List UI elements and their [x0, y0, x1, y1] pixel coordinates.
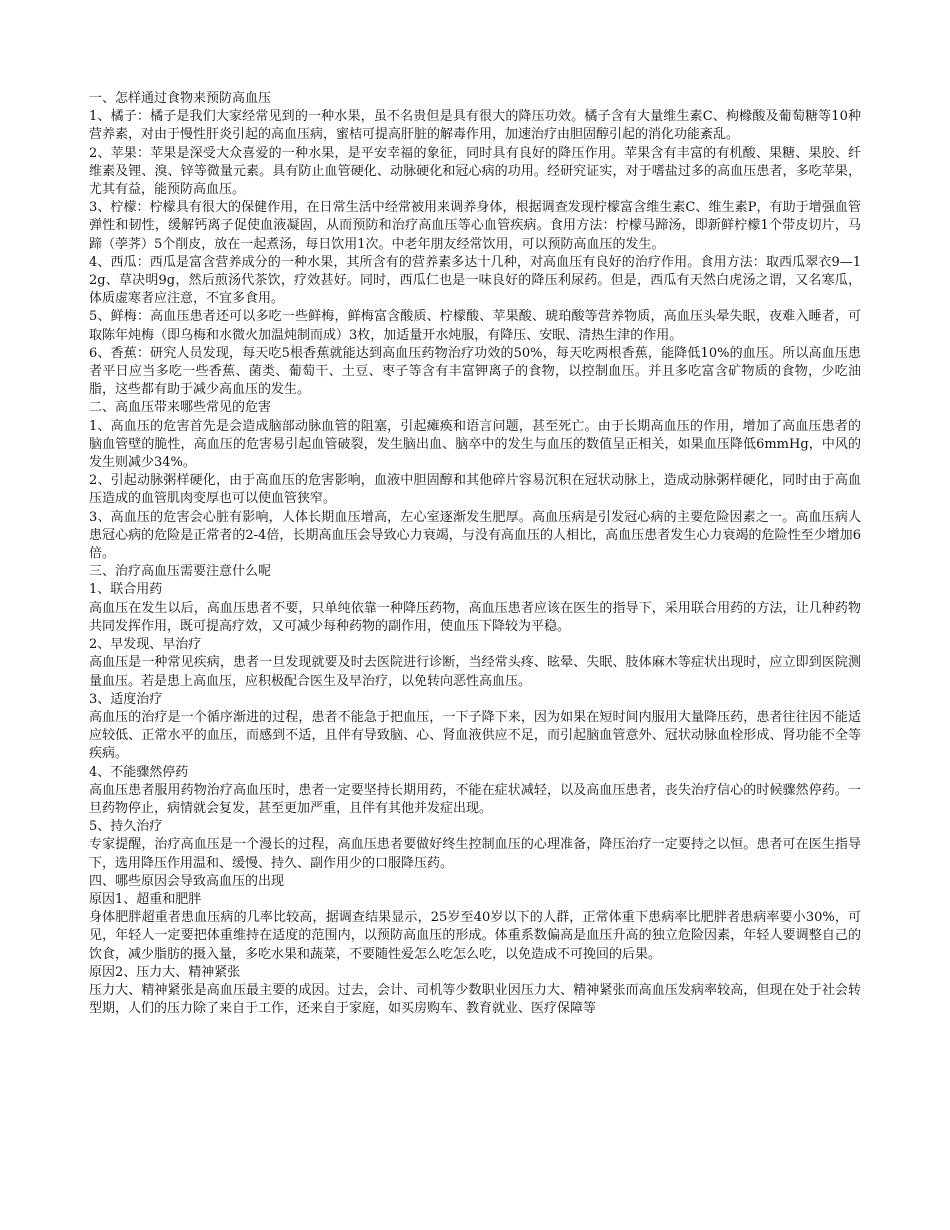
- paragraph-lemon: 3、柠檬：柠檬具有很大的保健作用，在日常生活中经常被用来调养身体，根据调查发现柠檬富含维生素C、维生素P，有助于增强血管弹性和韧性，缓解钙离子促使血液凝固，从而预防和治疗高血压等心血管疾病。食用方法：柠檬马蹄汤，即新鲜柠檬1个带皮切片，马蹄（荸荠）5个削皮，放在一起煮汤，每日饮用1次。中老年朋友经常饮用，可以预防高血压的发生。: [89, 200, 861, 252]
- paragraph-combination-drugs: 高血压在发生以后，高血压患者不要，只单纯依靠一种降压药物，高血压患者应该在医生的指导下，采用联合用药的方法，让几种药物共同发挥作用，既可提高疗效，又可减少每种药物的副作用，使血压下降较为平稳。: [89, 600, 861, 634]
- subheading-cause-stress: 原因2、压力大、精神紧张: [89, 964, 241, 980]
- paragraph-cause-obesity: 身体肥胖超重者患血压病的几率比较高，据调查结果显示，25岁至40岁以下的人群，正常体重下患病率比肥胖者患病率要小30%，可见，年轻人一定要把体重维持在适度的范围内，以预防高血压的形成。体重系数偏高是血压升高的独立危险因素，年轻人要调整自己的饮食，减少脂肪的摄入量，多吃水果和蔬菜，不要随性爱怎么吃怎么吃，以免造成不可挽回的后果。: [89, 910, 861, 962]
- subheading-no-abrupt-stop: 4、不能骤然停药: [89, 764, 189, 780]
- subheading-moderate-treatment: 3、适度治疗: [89, 691, 163, 707]
- section-heading-treatment: 三、治疗高血压需要注意什么呢: [89, 564, 272, 580]
- subheading-cause-obesity: 原因1、超重和肥胖: [89, 891, 202, 907]
- section-heading-hazards: 二、高血压带来哪些常见的危害: [89, 400, 272, 416]
- section-heading-causes: 四、哪些原因会导致高血压的出现: [89, 873, 285, 889]
- paragraph-cause-stress: 压力大、精神紧张是高血压最主要的成因。过去，会计、司机等少数职业因压力大、精神紧张而高血压发病率较高，但现在处于社会转型期，人们的压力除了来自于工作，还来自于家庭，如买房购车、教育就业、医疗保障等: [89, 982, 861, 1017]
- paragraph-watermelon: 4、西瓜：西瓜是富含营养成分的一种水果，其所含有的营养素多达十几种，对高血压有良好的治疗作用。食用方法：取西瓜翠衣9—12g、草决明9g，然后煎汤代茶饮，疗效甚好。同时，西瓜仁也是一味良好的降压利尿药。但是，西瓜有天然白虎汤之谓，又名寒瓜，体质虚寒者应注意，不宜多食用。: [89, 254, 861, 307]
- paragraph-moderate-treatment: 高血压的治疗是一个循序渐进的过程，患者不能急于把血压，一下子降下来，因为如果在短时间内服用大量降压药，患者往往因不能适应较低、正常水平的血压，而感到不适，且伴有导致脑、心、肾血液供应不足，而引起脑血管意外、冠状动脉血栓形成、肾功能不全等疾病。: [89, 709, 861, 762]
- paragraph-plum: 5、鲜梅：高血压患者还可以多吃一些鲜梅，鲜梅富含酸质、柠檬酸、苹果酸、琥珀酸等营养物质，高血压头晕失眠，夜难入睡者，可取陈年炖梅（即乌梅和水微火加温炖制而成）3枚，加适量开水炖服，有降压、安眠、清热生津的作用。: [89, 309, 861, 343]
- document-page: [89, 90, 861, 1018]
- paragraph-apple: 2、苹果：苹果是深受大众喜爱的一种水果，是平安幸福的象征，同时具有良好的降压作用。苹果含有丰富的有机酸、果糖、果胶、纤维素及锂、溴、锌等微量元素。具有防止血管硬化、动脉硬化和冠心病的功用。经研究证实，对于嗜盐过多的高血压患者，多吃苹果，尤其有益，能预防高血压。: [89, 145, 861, 198]
- subheading-long-term-treatment: 5、持久治疗: [89, 819, 163, 835]
- paragraph-no-abrupt-stop: 高血压患者服用药物治疗高血压时，患者一定要坚持长期用药，不能在症状减轻，以及高血压患者，丧失治疗信心的时候骤然停药。一旦药物停止，病情就会复发，甚至更加严重，且伴有其他并发症出现。: [89, 782, 861, 816]
- subheading-early-treatment: 2、早发现、早治疗: [89, 637, 202, 653]
- paragraph-early-treatment: 高血压是一种常见疾病，患者一旦发现就要及时去医院进行诊断，当经常头疼、眩晕、失眠、肢体麻木等症状出现时，应立即到医院测量血压。若是患上高血压，应积极配合医生及早治疗，以免转向恶性高血压。: [89, 655, 861, 689]
- section-heading-food-prevention: 一、怎样通过食物来预防高血压: [89, 91, 272, 106]
- paragraph-long-term-treatment: 专家提醒，治疗高血压是一个漫长的过程，高血压患者要做好终生控制血压的心理准备，降压治疗一定要持之以恒。患者可在医生指导下，选用降压作用温和、缓慢、持久、副作用少的口服降压药。: [89, 837, 861, 871]
- paragraph-banana: 6、香蕉：研究人员发现，每天吃5根香蕉就能达到高血压药物治疗功效的50%，每天吃两根香蕉，能降低10%的血压。所以高血压患者平日应当多吃一些香蕉、菌类、葡萄干、土豆、枣子等含有丰富钾离子的食物，以控制血压。并且多吃富含矿物质的食物，少吃油脂，这些都有助于减少高血压的发生。: [89, 345, 861, 398]
- paragraph-orange: 1、橘子：橘子是我们大家经常见到的一种水果，虽不名贵但是具有很大的降压功效。橘子含有大量维生素C、枸橼酸及葡萄糖等10种营养素，对由于慢性肝炎引起的高血压病，蜜桔可提高肝脏的解毒作用，加速治疗由胆固醇引起的消化功能紊乱。: [89, 109, 861, 143]
- paragraph-hazard-heart: 3、高血压的危害会心脏有影响，人体长期血压增高，左心室逐渐发生肥厚。高血压病是引发冠心病的主要危险因素之一。高血压病人患冠心病的危险是正常者的2-4倍，长期高血压会导致心力衰竭，与没有高血压的人相比，高血压患者发生心力衰竭的危险性至少增加6倍。: [89, 509, 861, 562]
- paragraph-hazard-atherosclerosis: 2、引起动脉粥样硬化，由于高血压的危害影响，血液中胆固醇和其他碎片容易沉积在冠状动脉上，造成动脉粥样硬化，同时由于高血压造成的血管肌肉变厚也可以使血管狭窄。: [89, 473, 861, 507]
- subheading-combination-drugs: 1、联合用药: [89, 582, 163, 598]
- paragraph-hazard-brain: 1、高血压的危害首先是会造成脑部动脉血管的阻塞，引起瘫痪和语言问题，甚至死亡。由于长期高血压的作用，增加了高血压患者的脑血管壁的脆性，高血压的危害易引起血管破裂，发生脑出血、脑卒中的发生与血压的数值呈正相关，如果血压降低6mmHg，中风的发生则减少34%。: [89, 418, 861, 471]
